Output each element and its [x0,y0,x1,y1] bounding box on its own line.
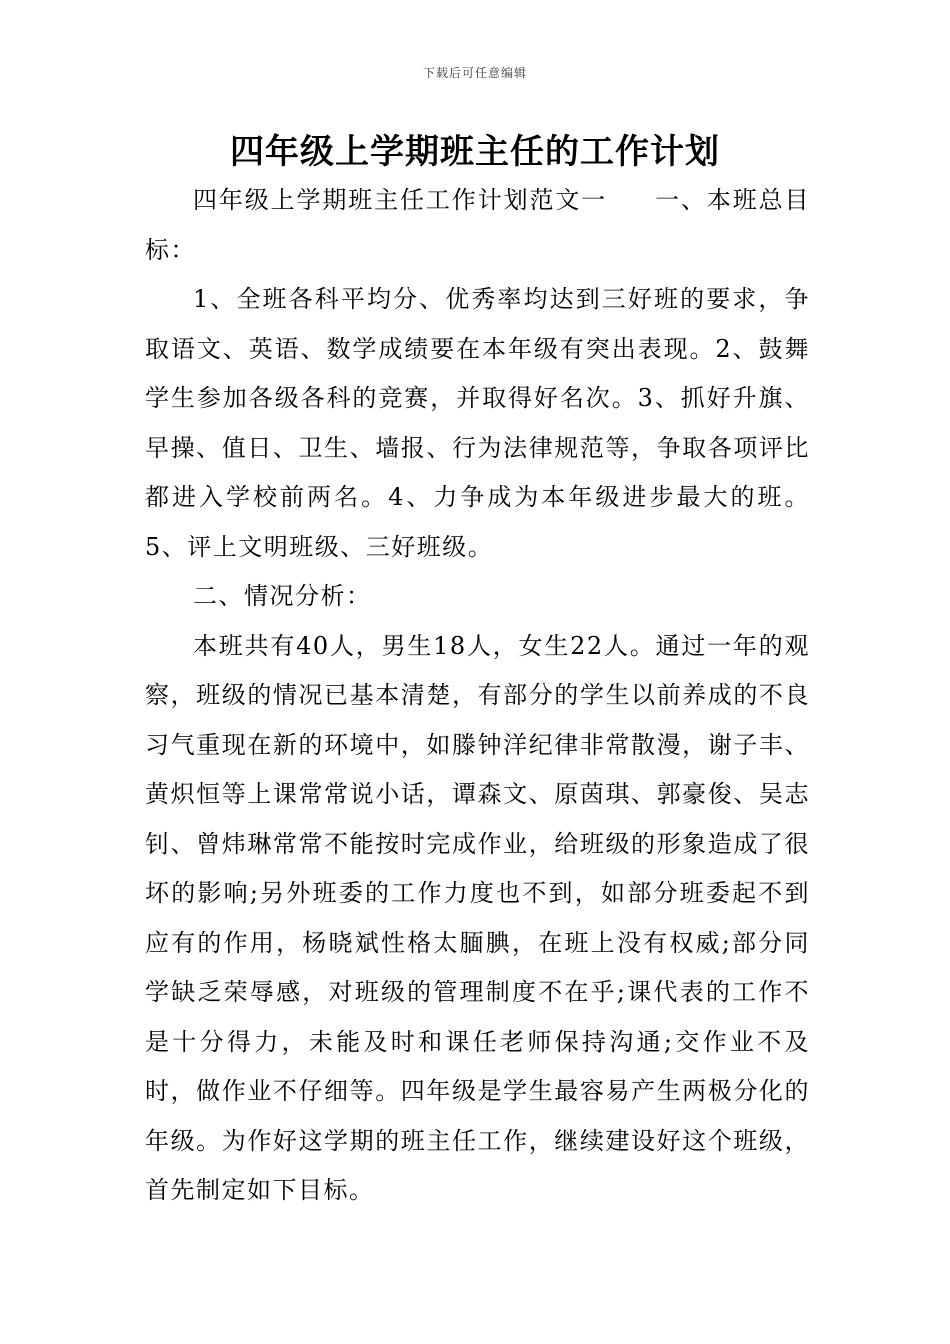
goals-paragraph: 1、全班各科平均分、优秀率均达到三好班的要求，争取语文、英语、数学成绩要在本年级有突出表现。2、鼓舞学生参加各级各科的竞赛，并取得好名次。3、抓好升旗、早操、值日、卫生、墙报、行为法律规范等，争取各项评比都进入学校前两名。4、力争成为本年级进步最大的班。5、评上文明班级、三好班级。 [145,285,810,561]
intro-paragraph [145,176,810,275]
document-body [145,176,810,1216]
analysis-paragraph: 本班共有40人，男生18人，女生22人。通过一年的观察，班级的情况已基本清楚，有部分的学生以前养成的不良习气重现在新的环境中，如滕钟洋纪律非常散漫，谢子丰、黄炽恒等上课常常说小话，谭森文、原茵琪、郭豪俊、吴志钊、曾炜琳常常不能按时完成作业，给班级的形象造成了很坏的影响;另外班委的工作力度也不到，如部分班委起不到应有的作用，杨晓斌性格太腼腆，在班上没有权威;部分同学缺乏荣辱感，对班级的管理制度不在乎;课代表的工作不是十分得力，未能及时和课任老师保持沟通;交作业不及时，做作业不仔细等。四年级是学生最容易产生两极分化的年级。为作好这学期的班主任工作，继续建设好这个班级，首先制定如下目标。 [145,631,810,1204]
section1-heading: 一、本班总目标： [145,186,811,264]
section2-heading: 二、情况分析： [193,582,372,610]
document-title: 四年级上学期班主任的工作计划 [230,132,720,172]
subtitle: 四年级上学期班主任工作计划范文一 [193,186,608,214]
header-note: 下载后可任意编辑 [422,66,527,80]
